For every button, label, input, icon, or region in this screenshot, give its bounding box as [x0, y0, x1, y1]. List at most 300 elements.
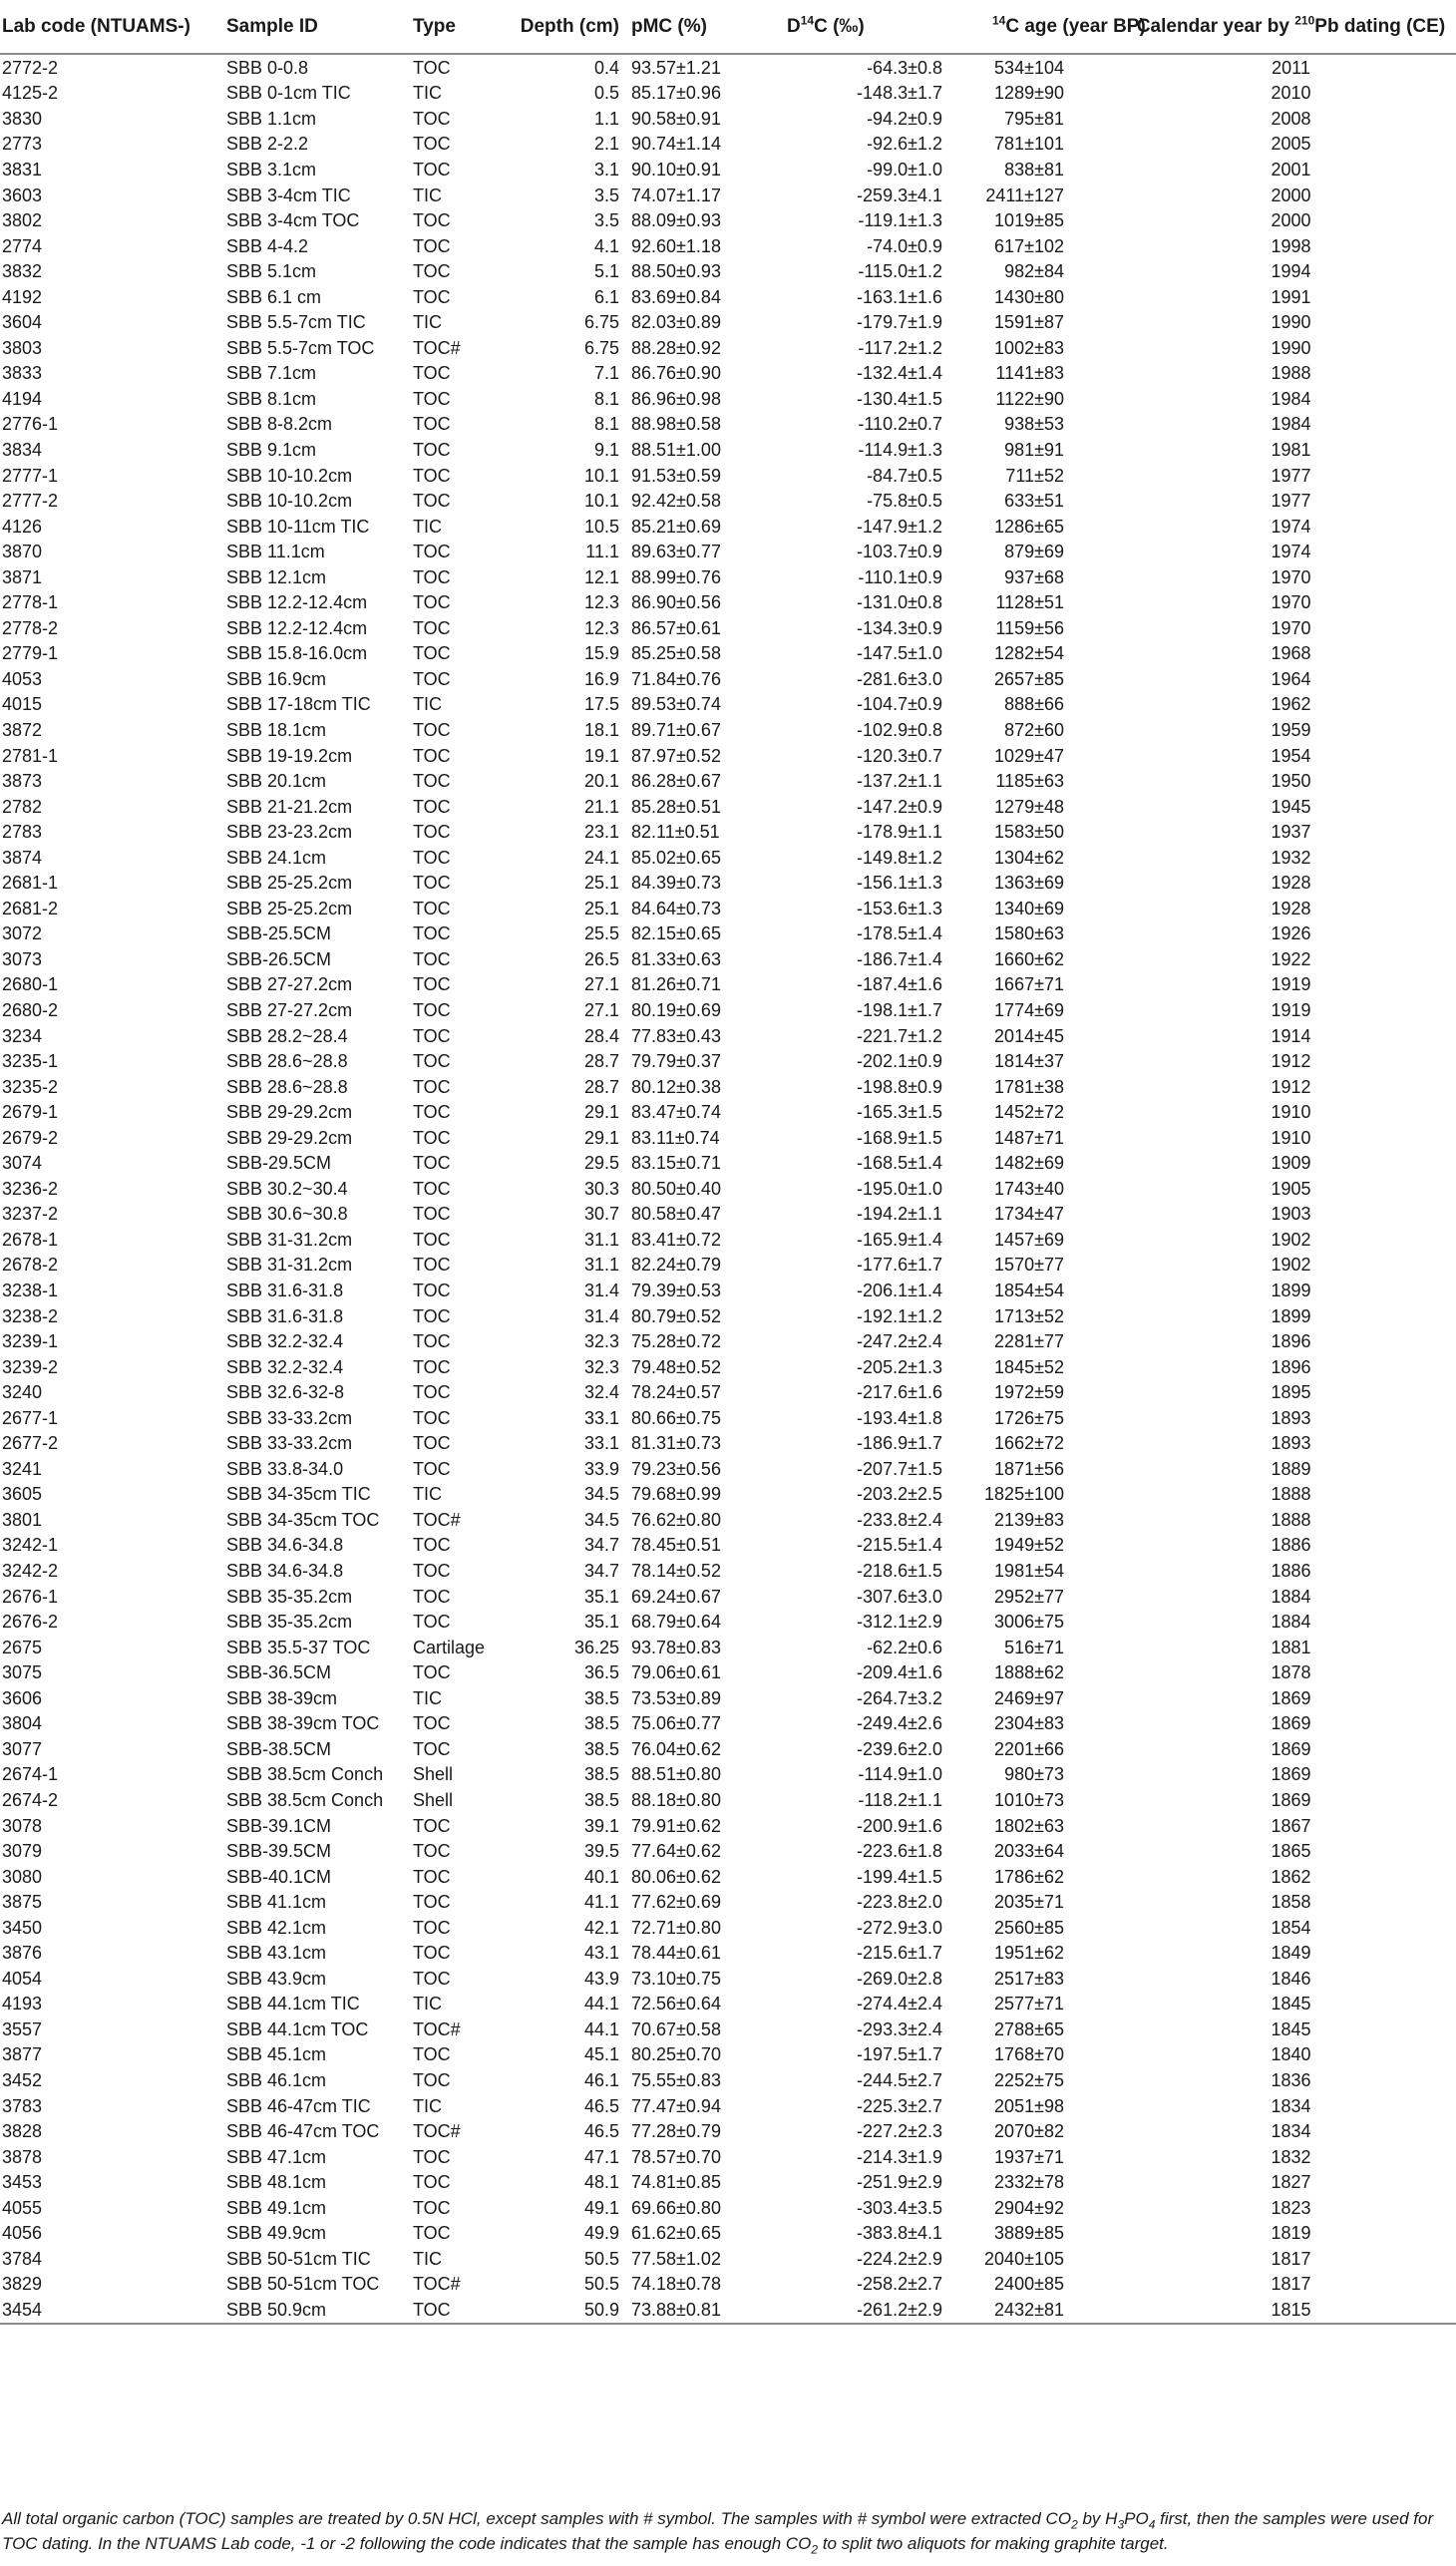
cell-calendar-year: 1903 [1271, 1204, 1311, 1225]
cell-pmc: 85.02±0.65 [631, 847, 721, 868]
header-lab-code: Lab code (NTUAMS-) [0, 0, 221, 54]
cell-lab-code: 3452 [2, 2069, 43, 2090]
cell-c14-age: 1580±63 [994, 923, 1064, 944]
cell-calendar-year: 1884 [1271, 1612, 1311, 1633]
cell-pmc: 93.57±1.21 [631, 57, 721, 78]
cell-calendar-year: 1937 [1271, 822, 1311, 843]
cell-calendar-year: 1865 [1271, 1841, 1311, 1862]
cell-c14-age: 1937±71 [994, 2146, 1064, 2167]
cell-type: TOC [413, 1178, 451, 1199]
cell-lab-code: 2679-2 [2, 1127, 59, 1148]
cell-pmc: 75.06±0.77 [631, 1713, 721, 1734]
cell-pmc: 84.64±0.73 [631, 898, 721, 918]
cell-calendar-year: 2008 [1271, 108, 1311, 129]
cell-depth: 46.5 [583, 2121, 619, 2142]
cell-type: TOC [413, 745, 451, 766]
cell-lab-code: 3239-1 [2, 1331, 59, 1352]
cell-calendar-year: 1832 [1271, 2146, 1311, 2167]
cell-d14c: -178.5±1.4 [857, 923, 942, 944]
cell-pmc: 89.71±0.67 [631, 719, 721, 740]
cell-depth: 17.5 [583, 694, 619, 715]
cell-c14-age: 2035±71 [994, 1892, 1064, 1913]
table-row [0, 997, 1456, 1023]
cell-type: TOC [413, 1892, 451, 1913]
table-row [0, 666, 1456, 692]
cell-type: TIC [413, 1484, 442, 1505]
cell-lab-code: 3080 [2, 1866, 43, 1887]
cell-type: TOC# [413, 2274, 461, 2295]
cell-sample-id: SBB 31.6-31.8 [226, 1305, 344, 1326]
cell-lab-code: 3239-2 [2, 1356, 59, 1377]
cell-calendar-year: 1970 [1271, 592, 1311, 613]
cell-depth: 10.1 [583, 491, 619, 512]
cell-depth: 6.75 [583, 337, 619, 358]
cell-type: TOC [413, 159, 451, 180]
cell-c14-age: 534±104 [994, 57, 1064, 78]
cell-type: TOC [413, 1229, 451, 1250]
cell-d14c: -223.8±2.0 [857, 1892, 942, 1913]
cell-pmc: 76.04±0.62 [631, 1738, 721, 1759]
cell-c14-age: 1141±83 [995, 363, 1064, 384]
cell-calendar-year: 1912 [1271, 1051, 1311, 1072]
header-type: Type [411, 0, 508, 54]
cell-pmc: 82.03±0.89 [631, 312, 721, 333]
cell-type: TOC [413, 2069, 451, 2090]
cell-type: TOC [413, 643, 451, 664]
cell-sample-id: SBB 8-8.2cm [226, 414, 333, 435]
table-row [0, 1048, 1456, 1074]
cell-c14-age: 1482±69 [994, 1153, 1064, 1174]
cell-type: TOC [413, 719, 451, 740]
cell-sample-id: SBB-36.5CM [226, 1662, 332, 1683]
cell-c14-age: 3006±75 [994, 1612, 1064, 1633]
cell-d14c: -168.9±1.5 [857, 1127, 942, 1148]
table-row [0, 1533, 1456, 1559]
cell-d14c: -233.8±2.4 [857, 1509, 942, 1530]
cell-lab-code: 3834 [2, 439, 43, 460]
cell-type: TOC [413, 542, 451, 562]
cell-d14c: -200.9±1.6 [857, 1815, 942, 1836]
cell-d14c: -110.2±0.7 [858, 414, 942, 435]
cell-c14-age: 1591±87 [994, 312, 1064, 333]
cell-lab-code: 3783 [2, 2095, 43, 2116]
table-row [0, 1099, 1456, 1125]
cell-lab-code: 3874 [2, 847, 43, 868]
cell-sample-id: SBB 42.1cm [226, 1917, 327, 1938]
cell-lab-code: 3557 [2, 2018, 43, 2039]
cell-lab-code: 2773 [2, 134, 43, 155]
cell-sample-id: SBB-40.1CM [226, 1866, 332, 1887]
header-pmc: pMC (%) [627, 0, 753, 54]
cell-depth: 48.1 [583, 2172, 619, 2193]
cell-c14-age: 1825±100 [984, 1484, 1064, 1505]
footnote-sub-2: 3 [1117, 2517, 1125, 2532]
cell-type: TOC [413, 235, 451, 256]
table-row [0, 1456, 1456, 1482]
cell-depth: 0.5 [593, 83, 619, 104]
cell-depth: 12.3 [583, 617, 619, 638]
cell-d14c: -186.7±1.4 [857, 948, 942, 969]
cell-c14-age: 1340±69 [994, 898, 1064, 918]
cell-lab-code: 3828 [2, 2121, 43, 2142]
cell-pmc: 85.17±0.96 [631, 83, 721, 104]
cell-c14-age: 711±52 [1005, 465, 1064, 486]
cell-sample-id: SBB 50.9cm [221, 2297, 411, 2324]
cell-sample-id: SBB 6.1 cm [226, 286, 322, 307]
cell-lab-code: 4125-2 [2, 83, 59, 104]
cell-pmc: 76.62±0.80 [631, 1509, 721, 1530]
cell-sample-id: SBB 0-0.8 [226, 57, 309, 78]
cell-depth: 31.4 [583, 1281, 619, 1301]
cell-d14c: -137.2±1.1 [857, 771, 942, 792]
cell-lab-code: 3605 [2, 1484, 43, 1505]
table-footnote [2, 2506, 1450, 2556]
cell-sample-id: SBB 19-19.2cm [226, 745, 353, 766]
cell-d14c: -163.1±1.6 [857, 286, 942, 307]
cell-pmc: 81.31±0.73 [631, 1433, 721, 1454]
cell-depth: 4.1 [593, 235, 619, 256]
cell-lab-code: 3240 [2, 1382, 43, 1403]
cell-lab-code: 3079 [2, 1841, 43, 1862]
cell-type: TIC [413, 2248, 442, 2269]
cell-calendar-year: 1878 [1271, 1662, 1311, 1683]
cell-type: TIC [413, 2095, 442, 2116]
table-row [0, 2220, 1456, 2246]
cell-sample-id: SBB 25-25.2cm [226, 898, 353, 918]
cell-lab-code: 4126 [2, 516, 43, 537]
cell-sample-id: SBB 7.1cm [226, 363, 317, 384]
cell-c14-age: 1786±62 [994, 1866, 1064, 1887]
cell-sample-id: SBB 44.1cm TOC [226, 2018, 369, 2039]
cell-lab-code: 3074 [2, 1153, 43, 1174]
cell-depth: 25.1 [583, 898, 619, 918]
cell-c14-age: 1279±48 [994, 796, 1064, 817]
cell-pmc: 90.74±1.14 [631, 134, 721, 155]
cell-lab-code: 3072 [2, 923, 43, 944]
cell-c14-age: 1289±90 [994, 83, 1064, 104]
cell-type: TOC [413, 1281, 451, 1301]
cell-pmc: 77.58±1.02 [631, 2248, 721, 2269]
cell-depth: 27.1 [583, 1000, 619, 1020]
cell-c14-age: 2139±83 [994, 1509, 1064, 1530]
cell-lab-code: 3870 [2, 542, 43, 562]
cell-lab-code: 2779-1 [2, 643, 59, 664]
cell-sample-id: SBB 43.1cm [226, 1943, 327, 1964]
cell-c14-age: 982±84 [1004, 261, 1064, 282]
table-row [0, 2246, 1456, 2272]
cell-c14-age: 2201±66 [994, 1738, 1064, 1759]
cell-depth: 38.5 [583, 1789, 619, 1810]
cell-type: TOC [413, 2172, 451, 2193]
cell-d14c: -186.9±1.7 [857, 1433, 942, 1454]
cell-sample-id: SBB 20.1cm [226, 771, 327, 792]
cell-d14c: -215.6±1.7 [857, 1943, 942, 1964]
cell-d14c: -272.9±3.0 [857, 1917, 942, 1938]
table-header [0, 0, 1456, 54]
cell-type: TOC [413, 1076, 451, 1097]
table-row [0, 1227, 1456, 1253]
cell-c14-age: 1951±62 [994, 1943, 1064, 1964]
table-row [0, 233, 1456, 259]
cell-sample-id: SBB 35-35.2cm [226, 1612, 353, 1633]
cell-d14c: -118.2±1.1 [858, 1789, 942, 1810]
cell-d14c: -156.1±1.3 [857, 873, 942, 894]
cell-c14-age: 2014±45 [994, 1025, 1064, 1046]
cell-lab-code: 2783 [2, 822, 43, 843]
table-row [0, 743, 1456, 769]
cell-depth: 12.3 [583, 592, 619, 613]
cell-d14c: -102.9±0.8 [857, 719, 942, 740]
cell-c14-age: 1981±54 [994, 1561, 1064, 1582]
cell-lab-code: 4015 [2, 694, 43, 715]
cell-lab-code: 3878 [2, 2146, 43, 2167]
cell-lab-code: 2676-1 [2, 1586, 59, 1607]
cell-type: TOC [413, 363, 451, 384]
cell-calendar-year: 1990 [1271, 337, 1311, 358]
cell-calendar-year: 1867 [1271, 1815, 1311, 1836]
cell-c14-age: 1304±62 [994, 847, 1064, 868]
cell-d14c: -207.7±1.5 [857, 1458, 942, 1479]
cell-c14-age: 633±51 [1004, 491, 1064, 512]
cell-d14c: -274.4±2.4 [857, 1994, 942, 2015]
cell-depth: 23.1 [583, 822, 619, 843]
cell-pmc: 72.71±0.80 [631, 1917, 721, 1938]
cell-d14c: -147.9±1.2 [857, 516, 942, 537]
cell-lab-code: 2777-2 [2, 491, 59, 512]
cell-calendar-year: 1899 [1271, 1305, 1311, 1326]
cell-pmc: 79.23±0.56 [631, 1458, 721, 1479]
cell-type: TOC [413, 1051, 451, 1072]
cell-lab-code: 3801 [2, 1509, 43, 1530]
cell-pmc: 83.69±0.84 [631, 286, 721, 307]
cell-type: TOC [413, 796, 451, 817]
cell-d14c: -149.8±1.2 [857, 847, 942, 868]
cell-d14c: -303.4±3.5 [857, 2197, 942, 2218]
table-row [0, 54, 1456, 81]
cell-d14c: -239.6±2.0 [857, 1738, 942, 1759]
cell-pmc: 77.83±0.43 [631, 1025, 721, 1046]
cell-sample-id: SBB 38-39cm TOC [226, 1713, 380, 1734]
table-row [0, 1151, 1456, 1177]
table-row [0, 1813, 1456, 1839]
cell-c14-age: 1814±37 [994, 1051, 1064, 1072]
cell-d14c: -225.3±2.7 [857, 2095, 942, 2116]
cell-d14c: -244.5±2.7 [857, 2069, 942, 2090]
cell-type: TOC [413, 261, 451, 282]
cell-lab-code: 2676-2 [2, 1612, 59, 1633]
cell-d14c: -247.2±2.4 [857, 1331, 942, 1352]
cell-lab-code: 3078 [2, 1815, 43, 1836]
cell-lab-code: 3073 [2, 948, 43, 969]
cell-type: TIC [413, 1687, 442, 1708]
cell-calendar-year: 1845 [1271, 2018, 1311, 2039]
cell-lab-code: 3833 [2, 363, 43, 384]
cell-type: Cartilage [413, 1637, 486, 1657]
cell-type: TOC [413, 1025, 451, 1046]
cell-lab-code: 2778-1 [2, 592, 59, 613]
cell-depth: 50.9 [508, 2297, 627, 2324]
cell-pmc: 86.90±0.56 [631, 592, 721, 613]
table-row [0, 2195, 1456, 2221]
cell-sample-id: SBB 30.6~30.8 [226, 1204, 348, 1225]
cell-calendar-year: 1888 [1271, 1484, 1311, 1505]
cell-type: TOC [413, 847, 451, 868]
cell-type: TOC [413, 1204, 451, 1225]
table-row [0, 157, 1456, 183]
cell-sample-id: SBB 50-51cm TIC [226, 2248, 371, 2269]
table-row [0, 1023, 1456, 1049]
cell-depth: 36.5 [583, 1662, 619, 1683]
cell-type: TIC [413, 516, 442, 537]
table-row [0, 1635, 1456, 1660]
cell-calendar-year: 1981 [1271, 439, 1311, 460]
table-row [0, 106, 1456, 132]
cell-lab-code: 4056 [2, 2223, 43, 2244]
cell-type: TOC [413, 1586, 451, 1607]
cell-calendar-year: 1869 [1271, 1764, 1311, 1785]
cell-pmc: 69.24±0.67 [631, 1586, 721, 1607]
cell-depth: 8.1 [593, 388, 619, 409]
cell-d14c: -194.2±1.1 [857, 1204, 942, 1225]
cell-calendar-year: 1834 [1271, 2121, 1311, 2142]
cell-sample-id: SBB 3-4cm TOC [226, 210, 360, 231]
cell-pmc: 74.18±0.78 [631, 2274, 721, 2295]
cell-calendar-year: 1836 [1271, 2069, 1311, 2090]
header-calendar-year [1126, 0, 1456, 54]
table-row [0, 2272, 1456, 2298]
cell-c14-age: 1010±73 [994, 1789, 1064, 1810]
table-row [0, 361, 1456, 387]
cell-d14c: -205.2±1.3 [857, 1356, 942, 1377]
cell-d14c: -75.8±0.5 [867, 491, 942, 512]
cell-lab-code: 2675 [2, 1637, 43, 1657]
cell-c14-age: 1363±69 [994, 873, 1064, 894]
cell-calendar-year: 1815 [1126, 2297, 1456, 2324]
cell-depth: 38.5 [583, 1713, 619, 1734]
header-c14-age [982, 0, 1146, 54]
header-sample-id: Sample ID [221, 0, 411, 54]
cell-calendar-year: 1827 [1271, 2172, 1311, 2193]
cell-sample-id: SBB 10-10.2cm [226, 491, 353, 512]
cell-sample-id: SBB 50-51cm TOC [226, 2274, 380, 2295]
cell-calendar-year: 1950 [1271, 771, 1311, 792]
table-row [0, 768, 1456, 794]
cell-type: TOC# [413, 337, 461, 358]
cell-calendar-year: 1881 [1271, 1637, 1311, 1657]
cell-sample-id: SBB 34-35cm TIC [226, 1484, 371, 1505]
cell-pmc: 88.28±0.92 [631, 337, 721, 358]
cell-c14-age: 1452±72 [994, 1102, 1064, 1123]
cell-depth: 38.5 [583, 1764, 619, 1785]
cell-c14-age: 1854±54 [994, 1281, 1064, 1301]
table-row [0, 794, 1456, 820]
cell-depth: 39.1 [583, 1815, 619, 1836]
table-row [0, 1507, 1456, 1533]
cell-depth: 42.1 [583, 1917, 619, 1938]
cell-c14-age: 1122±90 [995, 388, 1064, 409]
table-row [0, 819, 1456, 845]
cell-calendar-year: 1896 [1271, 1356, 1311, 1377]
cell-depth: 27.1 [583, 974, 619, 995]
cell-pmc: 93.78±0.83 [631, 1637, 721, 1657]
footnote-sub-1: 2 [1071, 2517, 1078, 2532]
cell-d14c: -312.1±2.9 [857, 1612, 942, 1633]
cell-c14-age: 1019±85 [994, 210, 1064, 231]
cell-lab-code: 4053 [2, 668, 43, 689]
cell-depth: 29.1 [583, 1127, 619, 1148]
header-depth: Depth (cm) [508, 0, 627, 54]
cell-calendar-year: 1926 [1271, 923, 1311, 944]
cell-type: TOC [413, 923, 451, 944]
cell-c14-age: 2904±92 [994, 2197, 1064, 2218]
table-row [0, 335, 1456, 361]
cell-d14c: -84.7±0.5 [867, 465, 942, 486]
cell-depth: 49.9 [583, 2223, 619, 2244]
footnote-text-4: first, then the samples were used for TOC dating. In the NTUAMS Lab code, -1 or -2 following the code indicates that the sample has enough CO [2, 2509, 1434, 2553]
cell-sample-id: SBB 47.1cm [226, 2146, 327, 2167]
cell-c14-age: 2332±78 [994, 2172, 1064, 2193]
cell-c14-age: 3889±85 [994, 2223, 1064, 2244]
cell-depth: 46.1 [583, 2069, 619, 2090]
table-row [0, 207, 1456, 233]
cell-depth: 18.1 [583, 719, 619, 740]
cell-c14-age: 781±101 [994, 134, 1064, 155]
cell-pmc: 86.96±0.98 [631, 388, 721, 409]
cell-pmc: 90.10±0.91 [631, 159, 721, 180]
cell-type: TOC [413, 1102, 451, 1123]
table-row [0, 463, 1456, 489]
cell-c14-age: 1570±77 [994, 1255, 1064, 1276]
cell-calendar-year: 1970 [1271, 566, 1311, 587]
cell-d14c: -165.9±1.4 [857, 1229, 942, 1250]
cell-depth: 1.1 [593, 108, 619, 129]
cell-depth: 6.75 [583, 312, 619, 333]
cell-sample-id: SBB 34-35cm TOC [226, 1509, 380, 1530]
cell-d14c: -261.2±2.9 [753, 2297, 982, 2324]
table-row [0, 258, 1456, 284]
table-row [0, 1711, 1456, 1737]
cell-lab-code: 4192 [2, 286, 43, 307]
cell-lab-code: 3832 [2, 261, 43, 282]
cell-lab-code: 4054 [2, 1968, 43, 1989]
cell-depth: 49.1 [583, 2197, 619, 2218]
cell-lab-code: 2680-1 [2, 974, 59, 995]
table-row [0, 437, 1456, 463]
cell-d14c: -74.0±0.9 [867, 235, 942, 256]
cell-c14-age: 1781±38 [994, 1076, 1064, 1097]
cell-pmc: 83.47±0.74 [631, 1102, 721, 1123]
cell-type: TOC [413, 210, 451, 231]
cell-calendar-year: 1869 [1271, 1789, 1311, 1810]
cell-c14-age: 838±81 [1004, 159, 1064, 180]
cell-depth: 28.7 [583, 1076, 619, 1097]
cell-sample-id: SBB-29.5CM [226, 1153, 332, 1174]
cell-c14-age: 1726±75 [994, 1407, 1064, 1428]
table-row [0, 972, 1456, 998]
table-row [0, 309, 1456, 335]
cell-type: TOC [411, 2297, 508, 2324]
cell-type: Shell [413, 1764, 454, 1785]
cell-d14c: -281.6±3.0 [857, 668, 942, 689]
cell-calendar-year: 1817 [1271, 2248, 1311, 2269]
cell-lab-code: 2679-1 [2, 1102, 59, 1123]
cell-pmc: 81.33±0.63 [631, 948, 721, 969]
cell-pmc: 78.14±0.52 [631, 1561, 721, 1582]
cell-type: Shell [413, 1789, 454, 1810]
table-row [0, 845, 1456, 871]
cell-sample-id: SBB 49.9cm [226, 2223, 327, 2244]
cell-type: TOC [413, 1458, 451, 1479]
